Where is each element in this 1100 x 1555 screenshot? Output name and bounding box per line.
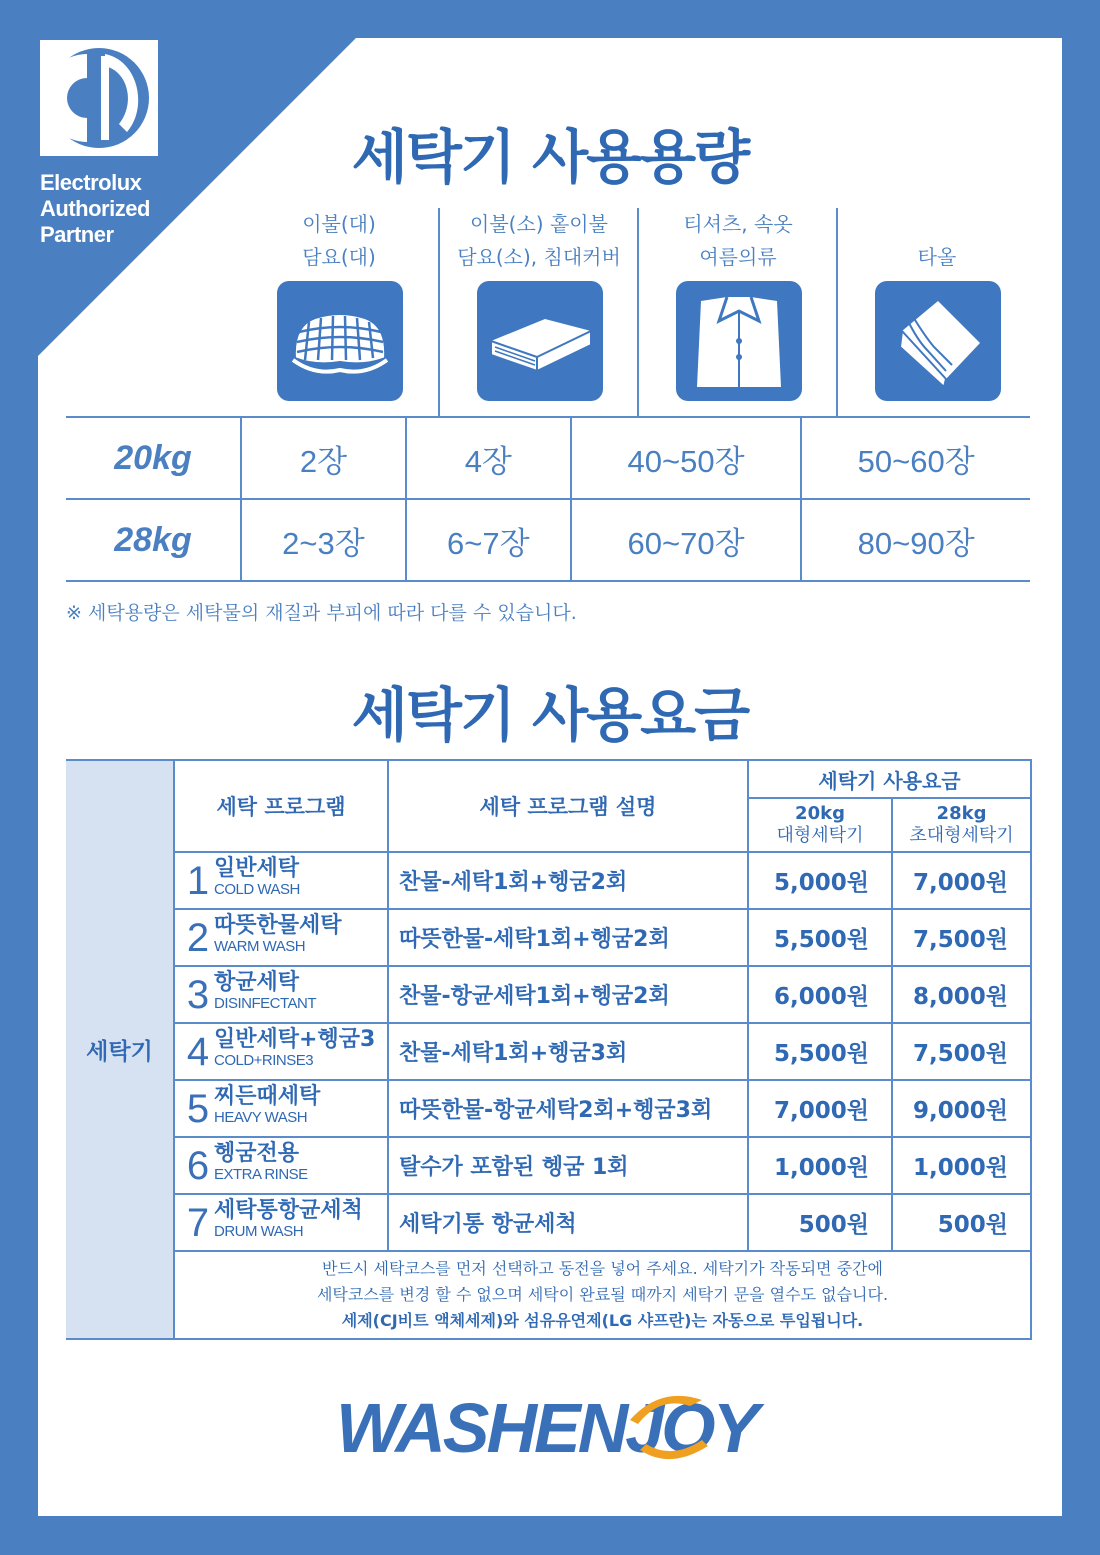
description-cell: 찬물-항균세탁1회+헹굼2회 [388,966,748,1023]
towel-icon [875,281,1001,401]
washenjoy-wordmark: WASHENJOY [336,1389,757,1467]
size-label: 20kg [66,417,241,499]
price-28kg: 9,000원 [892,1080,1031,1137]
footer-row [66,1251,1031,1339]
description-cell: 따뜻한물-항균세탁2회+헹굼3회 [388,1080,748,1137]
program-cell: 6 헹굼전용 EXTRA RINSE [174,1137,388,1194]
table-row [66,1194,1031,1251]
program-header: 세탁 프로그램 [174,760,388,852]
capacity-cell: 6~7장 [406,499,571,581]
category-shirt [639,206,837,416]
table-row [66,909,1031,966]
shirt-icon [676,281,802,401]
table-row [66,1023,1031,1080]
description-cell: 세탁기통 항균세척 [388,1194,748,1251]
comforter-icon [277,281,403,401]
category-label: 담요(소), 침대커버 [457,245,621,269]
fee-table [66,759,1032,1340]
description-cell: 찬물-세탁1회+헹굼2회 [388,852,748,909]
description-cell: 따뜻한물-세탁1회+헹굼2회 [388,909,748,966]
fee-title: 세탁기 사용요금 [351,681,749,749]
capacity-cell: 2~3장 [241,499,406,581]
price-28kg: 8,000원 [892,966,1031,1023]
price-28kg: 7,000원 [892,852,1031,909]
category-comforter [240,206,438,416]
table-row [66,1137,1031,1194]
capacity-categories [240,206,1030,416]
price-28kg: 7,500원 [892,1023,1031,1080]
capacity-title: 세탁기 사용용량 [351,123,749,191]
category-label: 여름의류 [699,245,777,269]
table-row [66,966,1031,1023]
capacity-cell: 2장 [241,417,406,499]
price-20kg: 5,000원 [748,852,892,909]
price-20kg: 1,000원 [748,1137,892,1194]
usage-notice: 반드시 세탁코스를 먼저 선택하고 동전을 넣어 주세요. 세탁기가 작동되면 중간에 세탁코스를 변경 할 수 없으며 세탁이 완료될 때까지 세탁기 문을 열수도 없습니다. 세제(CJ비트 액체세제)와 섬유유연제(LG 샤프란)는 자동으로 투입됩니다. [174,1251,1031,1339]
description-header: 세탁 프로그램 설명 [388,760,748,852]
capacity-table [66,416,1030,582]
price-28kg: 7,500원 [892,909,1031,966]
brand-line1: Electrolux [40,170,142,195]
capacity-note: ※ 세탁용량은 세탁물의 재질과 부피에 따라 다를 수 있습니다. [66,602,577,624]
header-row [66,760,1031,798]
table-row [66,1080,1031,1137]
col-28kg-header: 28kg 초대형세탁기 [892,798,1031,852]
category-label: 담요(대) [302,245,376,269]
price-20kg: 500원 [748,1194,892,1251]
side-label: 세탁기 [66,760,174,1339]
capacity-cell: 60~70장 [571,499,802,581]
category-label: 이불(소) 홑이불 [470,212,608,236]
program-cell: 1 일반세탁 COLD WASH [174,852,388,909]
table-row [66,499,1030,581]
price-20kg: 6,000원 [748,966,892,1023]
program-cell: 3 항균세탁 DISINFECTANT [174,966,388,1023]
category-label: 이불(대) [302,212,376,236]
category-blanket [440,206,638,416]
price-28kg: 500원 [892,1194,1031,1251]
capacity-cell: 80~90장 [801,499,1030,581]
fee-header: 세탁기 사용요금 [748,760,1031,798]
program-cell: 2 따뜻한물세탁 WARM WASH [174,909,388,966]
washenjoy-logo [38,1380,1062,1474]
price-28kg: 1,000원 [892,1137,1031,1194]
program-cell: 7 세탁통항균세척 DRUM WASH [174,1194,388,1251]
capacity-cell: 40~50장 [571,417,802,499]
program-cell: 4 일반세탁+헹굼3 COLD+RINSE3 [174,1023,388,1080]
program-cell: 5 찌든때세탁 HEAVY WASH [174,1080,388,1137]
price-20kg: 5,500원 [748,1023,892,1080]
col-20kg-header: 20kg 대형세탁기 [748,798,892,852]
category-label: 타올 [917,245,957,269]
category-label [838,208,1036,241]
capacity-cell: 50~60장 [801,417,1030,499]
folded-blanket-icon [477,281,603,401]
capacity-cell: 4장 [406,417,571,499]
size-label: 28kg [66,499,241,581]
category-label: 티셔츠, 속옷 [683,212,793,236]
poster-sheet [38,38,1062,1516]
table-row [66,852,1031,909]
description-cell: 탈수가 포함된 헹굼 1회 [388,1137,748,1194]
price-20kg: 7,000원 [748,1080,892,1137]
category-towel [838,206,1036,416]
description-cell: 찬물-세탁1회+헹굼3회 [388,1023,748,1080]
brand-line2: Authorized [40,196,150,221]
price-20kg: 5,500원 [748,909,892,966]
brand-line3: Partner [40,222,114,247]
table-row [66,417,1030,499]
